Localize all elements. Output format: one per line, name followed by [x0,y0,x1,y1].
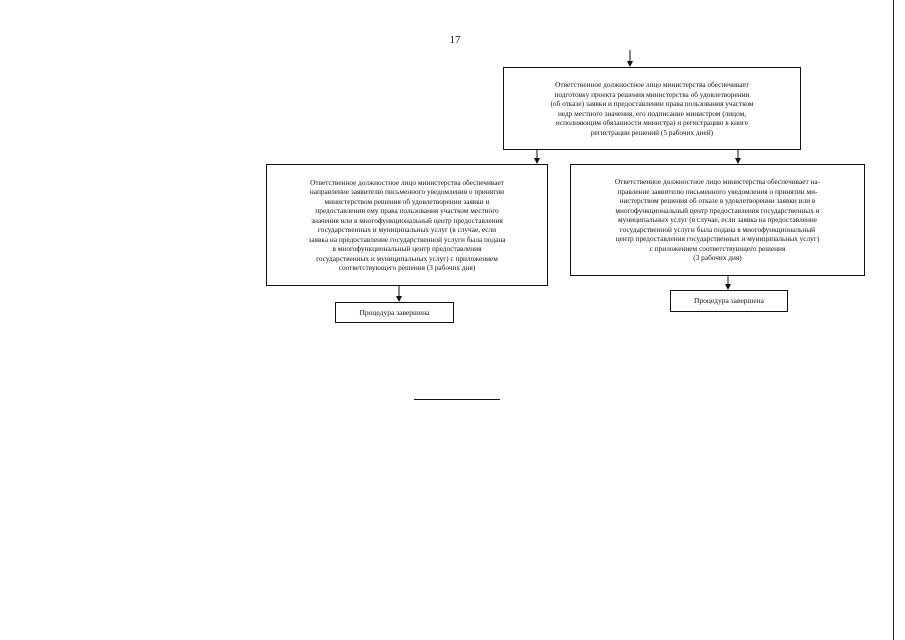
procedure-completed-left-box [335,302,454,323]
step-refusal-notice-text: Ответственное должностное лицо министерства обеспечивает на- правление заявителю письменного уведомления о принятии ми- нистерством решения об отказе в удовлетворении заявки или в многофункциональный центр предоставления государственных и муниципальных услуг (в случае, если заявка на предоставление государственной услуги была подана в многофункциональный центр предоставления государственных и муниципальных услуг) с приложением соответствующего решения (3 рабочих дня) [614,177,821,263]
step-approval-notice-box [266,164,548,286]
page-edge-line [893,0,894,640]
page-number: 17 [449,34,461,46]
footnote-separator-line [414,399,500,400]
procedure-completed-left-text: Процедура завершена [359,307,430,317]
procedure-completed-right-text: Процедура завершена [694,296,764,306]
step-prepare-decision-box [503,67,801,150]
step-approval-notice-text: Ответственное должностное лицо министерства обеспечивает направление заявителю письменного уведомления о принятии министерством решения об удовлетворении заявки и предоставлении ему права пользования участком местного значения или в многофункциональный центр предоставления государственных и муниципальных услуг (в случае, если заявка на предоставление государственной услуги была подана в многофункциональный центр предоставления государственных и муниципальных услуг) с приложением соответствующего решения (3 рабочих дня) [308,177,506,272]
step-prepare-decision-text: Ответственное должностное лицо министерства обеспечивает подготовку проекта решения министерства об удовлетворении (об отказе) заявки и предоставлении права пользования участком недр местного значения, его подписание министром (лицом, исполняющим обязанности министра) и регистрацию в книге регистрации решений (5 рабочих дней) [550,80,754,137]
procedure-completed-right-box [670,290,788,312]
step-refusal-notice-box [570,164,865,276]
